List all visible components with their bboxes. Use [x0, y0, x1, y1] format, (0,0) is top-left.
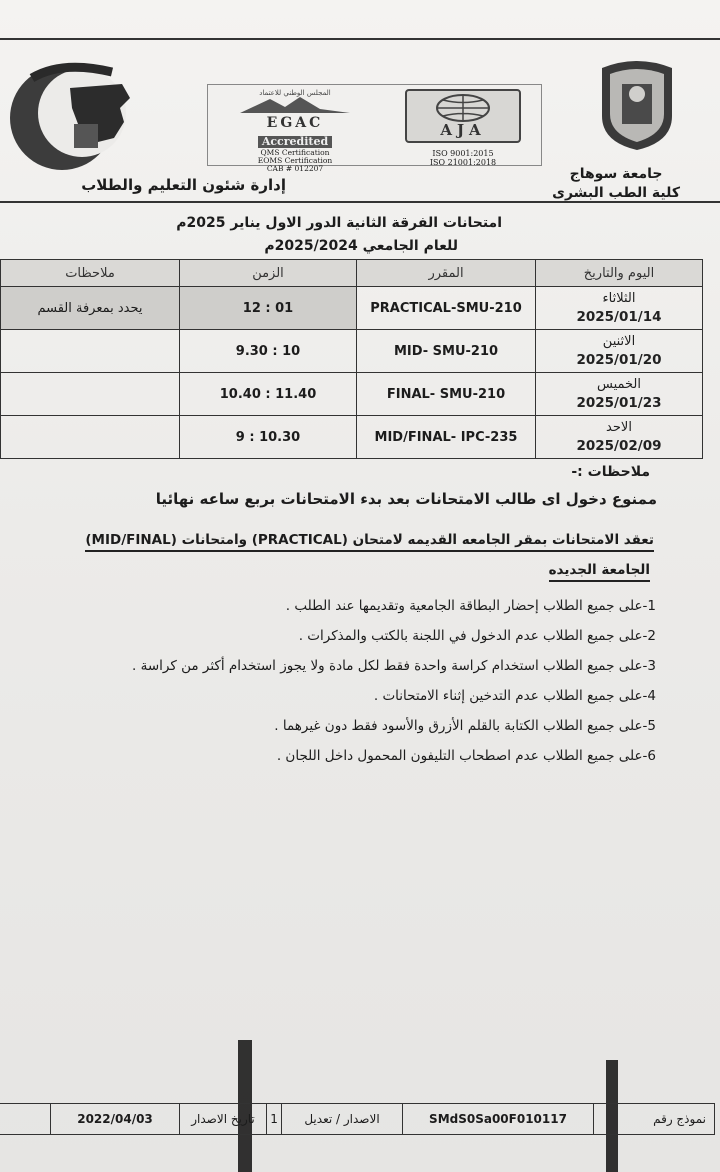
date-value: 2025/01/23 — [576, 395, 662, 411]
mountain-icon — [240, 97, 350, 113]
header-divider — [0, 201, 720, 203]
date-cell — [536, 373, 703, 416]
iso-21001-text: ISO 21001:2018 — [429, 158, 497, 167]
aja-text: AJA — [440, 121, 486, 139]
header-course: المقرر — [357, 260, 536, 287]
time-cell: 9.30 : 10 — [180, 330, 357, 373]
aja-badge — [404, 87, 522, 167]
university-name: جامعة سوهاج — [569, 166, 663, 182]
notes-heading: ملاحظات :- — [571, 464, 650, 480]
rule-item: 1-على جميع الطلاب إحضار البطاقة الجامعية وتقديمها عند الطلب . — [285, 598, 656, 614]
notes-cell: يحدد بمعرفة القسم — [1, 287, 180, 330]
date-cell — [536, 416, 703, 459]
date-value: 2025/02/09 — [576, 438, 662, 454]
venue-note-line2: الجامعة الجديده — [549, 562, 650, 582]
egac-name: EGAC — [266, 115, 324, 131]
university-faculty — [552, 165, 680, 203]
exam-schedule-table — [0, 259, 703, 459]
rule-item: 4-على جميع الطلاب عدم التدخين إثناء الامتحانات . — [373, 688, 656, 704]
date-cell — [536, 287, 703, 330]
course-cell: PRACTICAL-SMU-210 — [357, 287, 536, 330]
faculty-name: كلية الطب البشرى — [552, 185, 680, 201]
late-entry-note: ممنوع دخول اى طالب الامتحانات بعد بدء الامتحانات بربع ساعه نهائيا — [155, 490, 657, 508]
time-cell: 12 : 01 — [180, 287, 357, 330]
issue-date: 2022/04/03 — [50, 1104, 179, 1134]
revision-label: الاصدار / تعديل — [281, 1104, 402, 1134]
rule-item: 6-على جميع الطلاب عدم اصطحاب التليفون المحمول داخل اللجان . — [276, 748, 656, 764]
rule-item: 3-على جميع الطلاب استخدام كراسة واحدة فقط لكل مادة ولا يجوز استخدام أكثر من كراسة . — [132, 658, 656, 674]
table-row — [1, 373, 703, 416]
form-number-label: نموذج رقم — [593, 1104, 714, 1134]
top-divider — [0, 38, 720, 40]
egac-status: Accredited — [258, 136, 332, 148]
date-value: 2025/01/14 — [576, 309, 662, 325]
day-name: الاثنين — [602, 334, 636, 349]
venue-note-line1: تعقد الامتحانات بمقر الجامعه القديمه لامتحان (PRACTICAL) وامتحانات (MID/FINAL) — [85, 532, 654, 552]
egac-top-text: المجلس الوطني للاعتماد — [259, 89, 331, 97]
rule-item: 5-على جميع الطلاب الكتابة بالقلم الأزرق والأسود فقط دون غيرهما . — [274, 718, 656, 734]
table-header-row — [1, 260, 703, 287]
exam-title: امتحانات الفرقة الثانية الدور الاول يناير 2025م — [176, 215, 502, 231]
table-row — [1, 330, 703, 373]
certification-badges — [207, 84, 542, 173]
day-name: الاحد — [606, 420, 632, 435]
issue-date-label: تاريخ الاصدار — [179, 1104, 266, 1134]
egac-badge — [220, 89, 370, 173]
course-cell: MID- SMU-210 — [357, 330, 536, 373]
day-name: الخميس — [597, 377, 641, 392]
date-cell — [536, 330, 703, 373]
form-number: SMdS0Sa00F010117 — [402, 1104, 593, 1134]
header-notes: ملاحظات — [1, 260, 180, 287]
globe-icon — [433, 93, 493, 123]
course-cell: FINAL- SMU-210 — [357, 373, 536, 416]
header-date: اليوم والتاريخ — [536, 260, 703, 287]
form-footer — [0, 1103, 715, 1135]
rule-item: 2-على جميع الطلاب عدم الدخول في اللجنة بالكتب والمذكرات . — [298, 628, 656, 644]
table-row — [1, 416, 703, 459]
department-name: إدارة شئون التعليم والطلاب — [81, 176, 286, 194]
faculty-logo-left — [2, 58, 132, 170]
time-cell: 9 : 10.30 — [180, 416, 357, 459]
table-row — [1, 287, 703, 330]
time-cell: 10.40 : 11.40 — [180, 373, 357, 416]
qms-text: QMS Certification — [260, 148, 330, 157]
notes-cell — [1, 416, 180, 459]
header-time: الزمن — [180, 260, 357, 287]
revision-value: 1 — [266, 1104, 281, 1134]
day-name: الثلاثاء — [602, 291, 636, 306]
eoms-text: EOMS Certification — [257, 156, 333, 165]
cab-text: CAB # 012207 — [266, 164, 324, 173]
notes-cell — [1, 373, 180, 416]
course-cell: MID/FINAL- IPC-235 — [357, 416, 536, 459]
iso-9001-text: ISO 9001:2015 — [432, 149, 494, 158]
date-value: 2025/01/20 — [576, 352, 662, 368]
notes-cell — [1, 330, 180, 373]
university-logo-right — [598, 58, 676, 152]
academic-year: للعام الجامعي 2025/2024م — [264, 238, 458, 254]
